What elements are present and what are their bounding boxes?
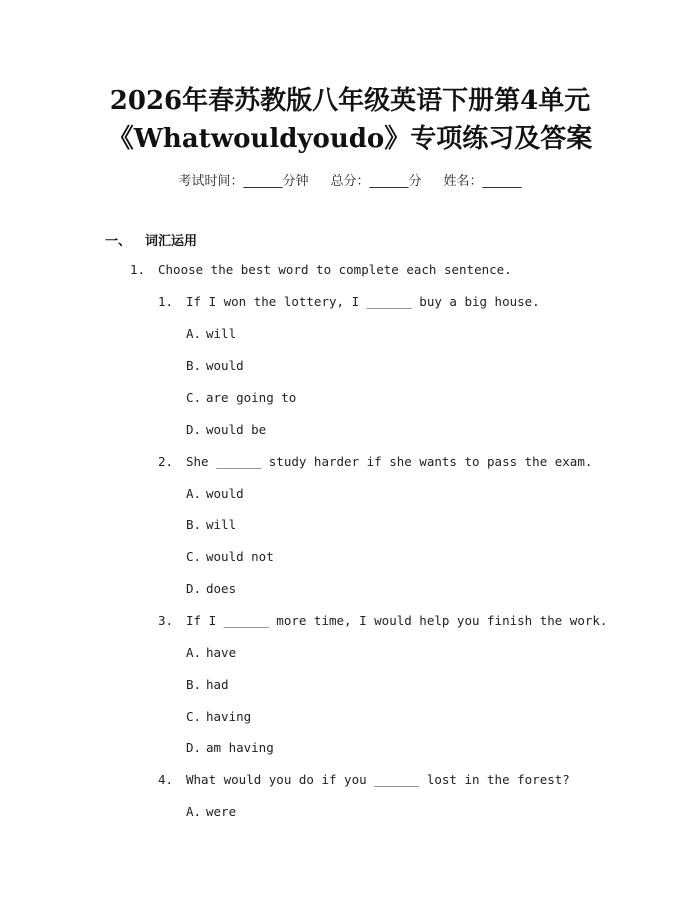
option-letter: D. bbox=[186, 740, 202, 755]
exam-time-field: 考试时间：______分钟 bbox=[178, 174, 309, 189]
document-title-line-2: 《Whatwouldyoudo》专项练习及答案 bbox=[107, 124, 593, 154]
option-text: having bbox=[206, 709, 252, 724]
question-text: What would you do if you ______ lost in the forest? bbox=[186, 772, 570, 787]
question-number: 4. bbox=[158, 772, 174, 787]
question-4 bbox=[158, 772, 570, 787]
exam-meta bbox=[0, 170, 700, 189]
option-letter: B. bbox=[186, 358, 202, 373]
option-letter: C. bbox=[186, 709, 202, 724]
option-1d bbox=[186, 422, 266, 437]
option-1a bbox=[186, 326, 236, 341]
option-text: would bbox=[206, 358, 244, 373]
option-text: would not bbox=[206, 549, 274, 564]
option-3c bbox=[186, 709, 251, 724]
option-text: will bbox=[206, 326, 237, 341]
student-name-field: 姓名：______ bbox=[443, 174, 522, 189]
question-text: If I ______ more time, I would help you finish the work. bbox=[186, 613, 608, 628]
question-3 bbox=[158, 613, 607, 628]
option-3d bbox=[186, 740, 274, 755]
question-2 bbox=[158, 454, 592, 469]
question-number: 3. bbox=[158, 613, 174, 628]
option-letter: A. bbox=[186, 804, 202, 819]
section-number: 一、 bbox=[105, 234, 132, 249]
document-title-line-1: 2026年春苏教版八年级英语下册第4单元 bbox=[109, 86, 591, 116]
option-3b bbox=[186, 677, 229, 692]
option-letter: A. bbox=[186, 326, 202, 341]
question-number: 2. bbox=[158, 454, 174, 469]
option-text: were bbox=[206, 804, 237, 819]
option-letter: B. bbox=[186, 677, 202, 692]
option-1b bbox=[186, 358, 244, 373]
question-text: If I won the lottery, I ______ buy a big house. bbox=[186, 294, 540, 309]
option-letter: A. bbox=[186, 486, 202, 501]
option-1c bbox=[186, 390, 296, 405]
option-letter: A. bbox=[186, 645, 202, 660]
option-letter: C. bbox=[186, 549, 202, 564]
option-text: have bbox=[206, 645, 237, 660]
task-text: Choose the best word to complete each sentence. bbox=[158, 262, 512, 277]
option-text: had bbox=[206, 677, 229, 692]
section-heading bbox=[105, 230, 197, 249]
section-title: 词汇运用 bbox=[145, 234, 198, 249]
option-text: will bbox=[206, 517, 237, 532]
option-text: would bbox=[206, 486, 244, 501]
option-text: would be bbox=[206, 422, 267, 437]
question-1 bbox=[158, 294, 540, 309]
option-text: am having bbox=[206, 740, 274, 755]
option-3a bbox=[186, 645, 236, 660]
option-4a bbox=[186, 804, 236, 819]
task-instruction bbox=[130, 262, 512, 277]
option-2d bbox=[186, 581, 236, 596]
option-2c bbox=[186, 549, 274, 564]
option-2b bbox=[186, 517, 236, 532]
option-text: are going to bbox=[206, 390, 297, 405]
option-letter: D. bbox=[186, 422, 202, 437]
question-number: 1. bbox=[158, 294, 174, 309]
option-text: does bbox=[206, 581, 237, 596]
question-text: She ______ study harder if she wants to pass the exam. bbox=[186, 454, 593, 469]
option-2a bbox=[186, 486, 244, 501]
task-number: 1. bbox=[130, 262, 146, 277]
option-letter: C. bbox=[186, 390, 202, 405]
option-letter: D. bbox=[186, 581, 202, 596]
total-score-field: 总分：______分 bbox=[330, 174, 422, 189]
option-letter: B. bbox=[186, 517, 202, 532]
